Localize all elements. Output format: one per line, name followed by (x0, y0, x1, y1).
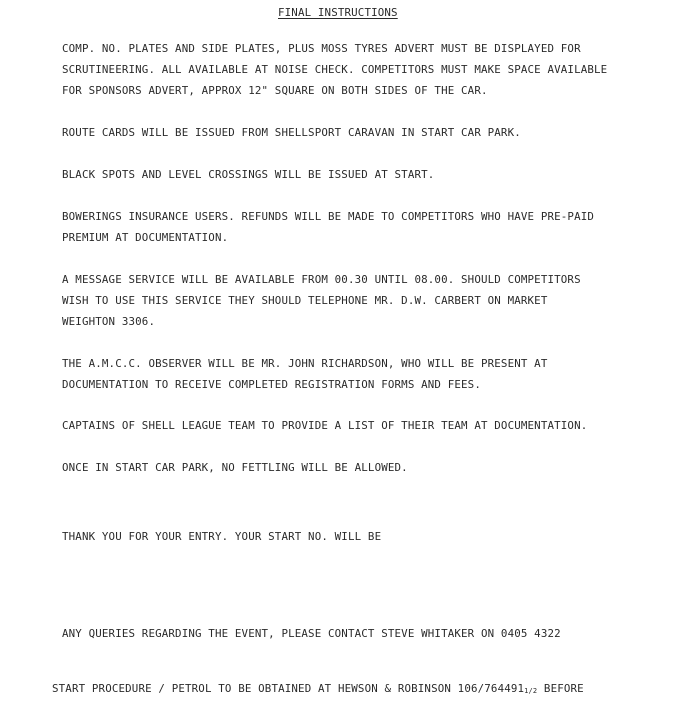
text-line: DOCUMENTATION TO RECEIVE COMPLETED REGISTRATION FORMS AND FEES. (62, 378, 481, 391)
paragraph-insurance (62, 206, 594, 248)
text-line: WISH TO USE THIS SERVICE THEY SHOULD TELEPHONE MR. D.W. CARBERT ON MARKET (62, 294, 548, 307)
text-line: ONCE IN START CAR PARK, NO FETTLING WILL BE ALLOWED. (62, 461, 408, 474)
text-line: BOWERINGS INSURANCE USERS. REFUNDS WILL BE MADE TO COMPETITORS WHO HAVE PRE-PAID (62, 210, 595, 223)
paragraph-black-spots (62, 164, 434, 185)
footer-text-after: BEFORE (537, 682, 584, 695)
text-line (52, 678, 584, 699)
document-title: FINAL INSTRUCTIONS (278, 6, 398, 19)
paragraph-thank-you (62, 526, 381, 547)
text-line: THE A.M.C.C. OBSERVER WILL BE MR. JOHN RICHARDSON, WHO WILL BE PRESENT AT (62, 357, 548, 370)
paragraph-queries (62, 623, 561, 644)
paragraph-start-procedure (52, 678, 584, 699)
text-line: SCRUTINEERING. ALL AVAILABLE AT NOISE CHECK. COMPETITORS MUST MAKE SPACE AVAILABLE (62, 63, 608, 76)
text-line: A MESSAGE SERVICE WILL BE AVAILABLE FROM 00.30 UNTIL 08.00. SHOULD COMPETITORS (62, 273, 581, 286)
text-line: PREMIUM AT DOCUMENTATION. (62, 231, 229, 244)
paragraph-message-service (62, 269, 581, 332)
paragraph-team-captains (62, 415, 587, 436)
text-line: THANK YOU FOR YOUR ENTRY. YOUR START NO. WILL BE (62, 530, 382, 543)
text-line: WEIGHTON 3306. (62, 315, 156, 328)
paragraph-fettling (62, 457, 408, 478)
text-line: CAPTAINS OF SHELL LEAGUE TEAM TO PROVIDE A LIST OF THEIR TEAM AT DOCUMENTATION. (62, 419, 588, 432)
paragraph-route-cards (62, 122, 521, 143)
text-line: ANY QUERIES REGARDING THE EVENT, PLEASE CONTACT STEVE WHITAKER ON 0405 4322 (62, 627, 561, 640)
text-line: ROUTE CARDS WILL BE ISSUED FROM SHELLSPORT CARAVAN IN START CAR PARK. (62, 126, 521, 139)
text-line: COMP. NO. PLATES AND SIDE PLATES, PLUS MOSS TYRES ADVERT MUST BE DISPLAYED FOR (62, 42, 581, 55)
footer-text: START PROCEDURE / PETROL TO BE OBTAINED AT HEWSON & ROBINSON 106/764491 (52, 682, 525, 695)
fraction-half: 1/2 (524, 687, 538, 695)
text-line: BLACK SPOTS AND LEVEL CROSSINGS WILL BE ISSUED AT START. (62, 168, 435, 181)
paragraph-observer (62, 353, 547, 395)
text-line: FOR SPONSORS ADVERT, APPROX 12" SQUARE ON BOTH SIDES OF THE CAR. (62, 84, 488, 97)
paragraph-competition-plates (62, 38, 607, 101)
